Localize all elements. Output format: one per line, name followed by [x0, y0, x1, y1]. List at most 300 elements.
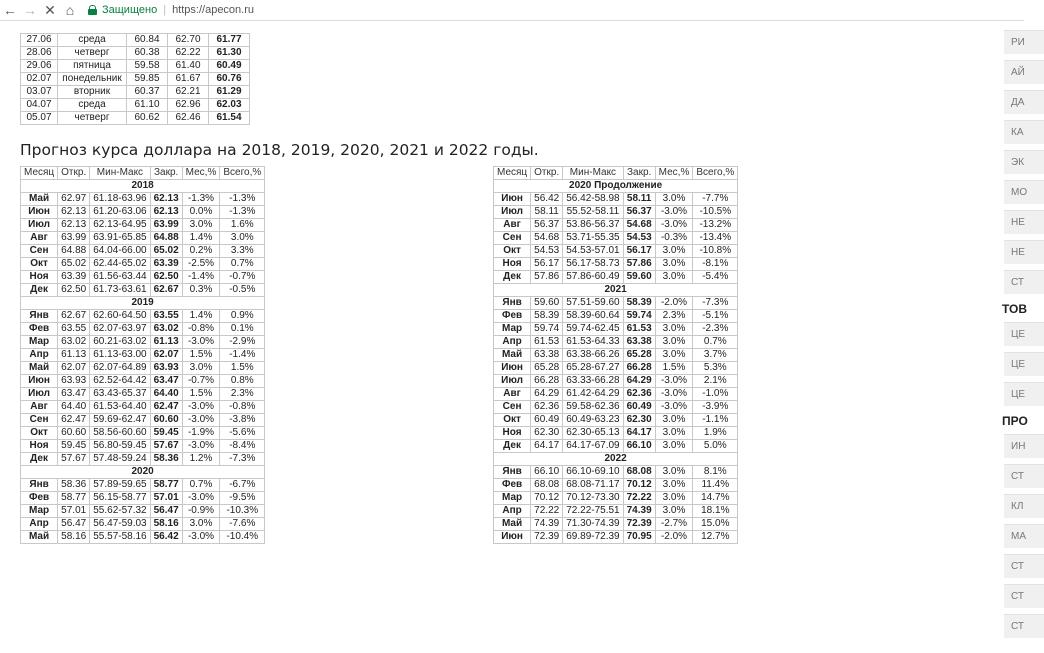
- table-cell: четверг: [58, 112, 127, 125]
- table-row: [21, 349, 265, 362]
- table-row: [21, 323, 265, 336]
- sidebar-item[interactable]: НЕ: [1004, 240, 1044, 264]
- table-header-row: [21, 167, 265, 180]
- table-row: [494, 505, 738, 518]
- table-cell: 61.67: [168, 73, 209, 86]
- sidebar-item[interactable]: ЦЕ: [1004, 352, 1044, 376]
- table-cell: 60.49: [209, 60, 250, 73]
- table-row: [21, 258, 265, 271]
- value-cell: 62.52-64.42: [90, 375, 150, 388]
- value-cell: 0.8%: [220, 375, 265, 388]
- month-cell: Сен: [21, 414, 58, 427]
- value-cell: 0.9%: [220, 310, 265, 323]
- value-cell: 56.42-58.98: [563, 193, 623, 206]
- value-cell: -8.4%: [220, 440, 265, 453]
- value-cell: 58.77: [58, 492, 90, 505]
- sidebar-item[interactable]: МА: [1004, 524, 1044, 548]
- month-cell: Дек: [21, 284, 58, 297]
- value-cell: 66.28: [623, 362, 655, 375]
- month-cell: Сен: [494, 232, 531, 245]
- value-cell: 72.39: [531, 531, 563, 544]
- table-row: [494, 232, 738, 245]
- value-cell: 62.13-64.95: [90, 219, 150, 232]
- value-cell: 63.38-66.26: [563, 349, 623, 362]
- value-cell: -7.3%: [693, 297, 738, 310]
- value-cell: 63.39: [150, 258, 182, 271]
- value-cell: 1.6%: [220, 219, 265, 232]
- value-cell: -1.1%: [693, 414, 738, 427]
- value-cell: 3.0%: [655, 505, 693, 518]
- month-cell: Дек: [494, 440, 531, 453]
- value-cell: -3.0%: [655, 219, 693, 232]
- year-label: 2020: [21, 466, 265, 479]
- table-row: [494, 310, 738, 323]
- value-cell: 65.28: [531, 362, 563, 375]
- table-row: [21, 531, 265, 544]
- month-cell: Янв: [494, 297, 531, 310]
- sidebar-item[interactable]: СТ: [1004, 464, 1044, 488]
- sidebar-item[interactable]: СТ: [1004, 584, 1044, 608]
- sidebar-item[interactable]: КЛ: [1004, 494, 1044, 518]
- month-cell: Ноя: [494, 258, 531, 271]
- value-cell: 62.60-64.50: [90, 310, 150, 323]
- value-cell: 64.04-66.00: [90, 245, 150, 258]
- value-cell: -0.8%: [182, 323, 220, 336]
- sidebar-item[interactable]: АЙ: [1004, 60, 1044, 84]
- value-cell: 54.53: [623, 232, 655, 245]
- sidebar-item[interactable]: СТ: [1004, 554, 1044, 578]
- table-cell: 62.22: [168, 47, 209, 60]
- value-cell: 59.69-62.47: [90, 414, 150, 427]
- value-cell: -3.0%: [655, 375, 693, 388]
- value-cell: -1.0%: [693, 388, 738, 401]
- value-cell: 74.39: [531, 518, 563, 531]
- column-header: Всего,%: [220, 167, 265, 180]
- column-header: Мес,%: [182, 167, 220, 180]
- value-cell: 2.3%: [655, 310, 693, 323]
- url-text[interactable]: https://apecon.ru: [172, 4, 255, 16]
- table-row: [494, 518, 738, 531]
- value-cell: 3.0%: [655, 258, 693, 271]
- month-cell: Июл: [494, 206, 531, 219]
- month-cell: Июн: [494, 531, 531, 544]
- month-cell: Фев: [494, 310, 531, 323]
- value-cell: -2.3%: [693, 323, 738, 336]
- address-bar[interactable]: [88, 0, 254, 20]
- value-cell: 56.42: [150, 531, 182, 544]
- value-cell: 3.0%: [655, 414, 693, 427]
- value-cell: 62.44-65.02: [90, 258, 150, 271]
- value-cell: 55.52-58.11: [563, 206, 623, 219]
- value-cell: 58.39-60.64: [563, 310, 623, 323]
- forward-button[interactable]: [20, 0, 40, 20]
- table-cell: 62.96: [168, 99, 209, 112]
- value-cell: 65.28: [623, 349, 655, 362]
- value-cell: -5.4%: [693, 271, 738, 284]
- sidebar-item[interactable]: СТ: [1004, 270, 1044, 294]
- table-cell: 61.10: [127, 99, 168, 112]
- table-row: [21, 362, 265, 375]
- table-row: [494, 349, 738, 362]
- table-row: [21, 375, 265, 388]
- sidebar-item[interactable]: СТ: [1004, 614, 1044, 638]
- back-button[interactable]: [0, 0, 20, 20]
- value-cell: 62.47: [150, 401, 182, 414]
- value-cell: -3.0%: [182, 401, 220, 414]
- value-cell: 2.3%: [220, 388, 265, 401]
- month-cell: Май: [494, 349, 531, 362]
- sidebar-item[interactable]: КА: [1004, 120, 1044, 144]
- table-row: [494, 466, 738, 479]
- table-row: [21, 505, 265, 518]
- column-header: Месяц: [494, 167, 531, 180]
- value-cell: 70.12-73.30: [563, 492, 623, 505]
- value-cell: 56.15-58.77: [90, 492, 150, 505]
- value-cell: 57.01: [58, 505, 90, 518]
- table-row: [21, 388, 265, 401]
- value-cell: 61.73-63.61: [90, 284, 150, 297]
- month-cell: Авг: [494, 219, 531, 232]
- table-cell: 05.07: [21, 112, 58, 125]
- value-cell: -3.0%: [182, 440, 220, 453]
- value-cell: 60.60: [58, 427, 90, 440]
- year-label: 2019: [21, 297, 265, 310]
- month-cell: Апр: [494, 336, 531, 349]
- month-cell: Окт: [21, 258, 58, 271]
- value-cell: -2.5%: [182, 258, 220, 271]
- value-cell: 63.02: [58, 336, 90, 349]
- value-cell: 74.39: [623, 505, 655, 518]
- value-cell: 64.17-67.09: [563, 440, 623, 453]
- value-cell: 66.28: [531, 375, 563, 388]
- value-cell: 61.53: [531, 336, 563, 349]
- table-row: [21, 284, 265, 297]
- month-cell: Авг: [21, 232, 58, 245]
- table-row: [494, 245, 738, 258]
- value-cell: 54.53: [531, 245, 563, 258]
- sidebar-item[interactable]: ЦЕ: [1004, 322, 1044, 346]
- table-cell: 27.06: [21, 34, 58, 47]
- value-cell: 62.07-64.89: [90, 362, 150, 375]
- page-title: Прогноз курса доллара на 2018, 2019, 2020, 2021 и 2022 годы.: [20, 141, 539, 159]
- value-cell: 1.2%: [182, 453, 220, 466]
- value-cell: 56.47: [58, 518, 90, 531]
- value-cell: 63.47: [58, 388, 90, 401]
- value-cell: 3.0%: [220, 232, 265, 245]
- value-cell: 58.77: [150, 479, 182, 492]
- table-row: [494, 531, 738, 544]
- value-cell: 63.43-65.37: [90, 388, 150, 401]
- table-cell: 60.84: [127, 34, 168, 47]
- value-cell: 62.30-65.13: [563, 427, 623, 440]
- value-cell: 1.5%: [220, 362, 265, 375]
- year-row: [21, 180, 265, 193]
- value-cell: 2.1%: [693, 375, 738, 388]
- value-cell: 63.99: [58, 232, 90, 245]
- value-cell: 57.01: [150, 492, 182, 505]
- value-cell: 56.80-59.45: [90, 440, 150, 453]
- value-cell: -0.9%: [182, 505, 220, 518]
- value-cell: -3.8%: [220, 414, 265, 427]
- value-cell: 55.57-58.16: [90, 531, 150, 544]
- value-cell: 64.17: [531, 440, 563, 453]
- value-cell: -8.1%: [693, 258, 738, 271]
- column-header: Мин-Макс: [563, 167, 623, 180]
- value-cell: 60.49: [531, 414, 563, 427]
- value-cell: 59.60: [531, 297, 563, 310]
- month-cell: Фев: [21, 492, 58, 505]
- table-row: [21, 414, 265, 427]
- value-cell: 60.49-63.23: [563, 414, 623, 427]
- month-cell: Янв: [21, 310, 58, 323]
- value-cell: -5.6%: [220, 427, 265, 440]
- table-row: [21, 60, 250, 73]
- value-cell: 57.67: [150, 440, 182, 453]
- value-cell: 57.86-60.49: [563, 271, 623, 284]
- value-cell: 64.40: [150, 388, 182, 401]
- table-row: [21, 336, 265, 349]
- value-cell: 1.4%: [182, 232, 220, 245]
- table-row: [21, 453, 265, 466]
- value-cell: 59.58-62.36: [563, 401, 623, 414]
- table-row: [494, 388, 738, 401]
- value-cell: -3.0%: [182, 414, 220, 427]
- column-header: Откр.: [58, 167, 90, 180]
- value-cell: 72.22: [531, 505, 563, 518]
- value-cell: 62.67: [150, 284, 182, 297]
- value-cell: 3.3%: [220, 245, 265, 258]
- value-cell: -3.0%: [182, 336, 220, 349]
- value-cell: 64.29: [531, 388, 563, 401]
- value-cell: 66.10: [531, 466, 563, 479]
- value-cell: 57.48-59.24: [90, 453, 150, 466]
- column-header: Месяц: [21, 167, 58, 180]
- value-cell: 12.7%: [693, 531, 738, 544]
- value-cell: 0.7%: [693, 336, 738, 349]
- value-cell: 63.38: [531, 349, 563, 362]
- month-cell: Апр: [494, 505, 531, 518]
- value-cell: 58.16: [150, 518, 182, 531]
- value-cell: 56.17: [623, 245, 655, 258]
- table-row: [494, 297, 738, 310]
- value-cell: 0.0%: [182, 206, 220, 219]
- value-cell: -10.5%: [693, 206, 738, 219]
- value-cell: 61.18-63.96: [90, 193, 150, 206]
- value-cell: 59.45: [150, 427, 182, 440]
- column-header: Мес,%: [655, 167, 693, 180]
- value-cell: 62.47: [58, 414, 90, 427]
- table-cell: 61.29: [209, 86, 250, 99]
- value-cell: 57.67: [58, 453, 90, 466]
- sidebar-item[interactable]: ИН: [1004, 434, 1044, 458]
- table-row: [21, 479, 265, 492]
- table-cell: четверг: [58, 47, 127, 60]
- table-row: [21, 310, 265, 323]
- value-cell: 63.93: [150, 362, 182, 375]
- value-cell: 3.0%: [655, 479, 693, 492]
- value-cell: 3.0%: [655, 271, 693, 284]
- value-cell: 56.42: [531, 193, 563, 206]
- value-cell: 0.7%: [220, 258, 265, 271]
- table-row: [494, 414, 738, 427]
- value-cell: 1.5%: [182, 388, 220, 401]
- month-cell: Апр: [21, 518, 58, 531]
- value-cell: 68.08: [623, 466, 655, 479]
- page-content: [0, 21, 990, 653]
- table-row: [494, 427, 738, 440]
- value-cell: -1.4%: [220, 349, 265, 362]
- table-row: [21, 112, 250, 125]
- table-row: [21, 219, 265, 232]
- value-cell: 62.36: [531, 401, 563, 414]
- month-cell: Дек: [494, 271, 531, 284]
- sidebar-item[interactable]: ЦЕ: [1004, 382, 1044, 406]
- table-cell: 61.30: [209, 47, 250, 60]
- value-cell: 68.08-71.17: [563, 479, 623, 492]
- year-row: [21, 466, 265, 479]
- month-cell: Июн: [21, 375, 58, 388]
- value-cell: -3.0%: [655, 401, 693, 414]
- table-row: [21, 193, 265, 206]
- value-cell: 65.02: [58, 258, 90, 271]
- table-cell: среда: [58, 34, 127, 47]
- table-cell: 60.38: [127, 47, 168, 60]
- value-cell: 3.0%: [655, 440, 693, 453]
- value-cell: 3.0%: [655, 349, 693, 362]
- sidebar-item[interactable]: ДА: [1004, 90, 1044, 114]
- value-cell: 0.7%: [182, 479, 220, 492]
- value-cell: -2.0%: [655, 531, 693, 544]
- sidebar-item[interactable]: ЭК: [1004, 150, 1044, 174]
- table-row: [494, 492, 738, 505]
- value-cell: 56.37: [531, 219, 563, 232]
- value-cell: -3.0%: [655, 388, 693, 401]
- value-cell: 69.89-72.39: [563, 531, 623, 544]
- value-cell: 0.1%: [220, 323, 265, 336]
- value-cell: 62.67: [58, 310, 90, 323]
- value-cell: 5.3%: [693, 362, 738, 375]
- column-header: Всего,%: [693, 167, 738, 180]
- sidebar-item[interactable]: МО: [1004, 180, 1044, 204]
- value-cell: 61.13-63.00: [90, 349, 150, 362]
- table-cell: пятница: [58, 60, 127, 73]
- value-cell: 64.17: [623, 427, 655, 440]
- table-row: [21, 245, 265, 258]
- table-cell: 29.06: [21, 60, 58, 73]
- column-header: Мин-Макс: [90, 167, 150, 180]
- value-cell: 64.88: [58, 245, 90, 258]
- table-cell: 02.07: [21, 73, 58, 86]
- value-cell: -5.1%: [693, 310, 738, 323]
- value-cell: -1.4%: [182, 271, 220, 284]
- value-cell: 57.86: [623, 258, 655, 271]
- value-cell: 56.17-58.73: [563, 258, 623, 271]
- year-label: 2022: [494, 453, 738, 466]
- value-cell: -13.2%: [693, 219, 738, 232]
- table-row: [21, 99, 250, 112]
- year-label: 2020 Продолжение: [494, 180, 738, 193]
- table-row: [494, 271, 738, 284]
- sidebar-item[interactable]: НЕ: [1004, 210, 1044, 234]
- table-row: [494, 440, 738, 453]
- value-cell: 0.3%: [182, 284, 220, 297]
- value-cell: 62.36: [623, 388, 655, 401]
- value-cell: 64.88: [150, 232, 182, 245]
- value-cell: 60.60: [150, 414, 182, 427]
- value-cell: 62.30: [623, 414, 655, 427]
- value-cell: -0.8%: [220, 401, 265, 414]
- close-button[interactable]: [40, 0, 60, 20]
- table-cell: 61.77: [209, 34, 250, 47]
- value-cell: 56.17: [531, 258, 563, 271]
- month-cell: Июл: [21, 388, 58, 401]
- home-button[interactable]: [60, 0, 80, 20]
- home-icon: ⌂: [65, 2, 75, 18]
- value-cell: -10.4%: [220, 531, 265, 544]
- value-cell: 58.11: [623, 193, 655, 206]
- table-cell: вторник: [58, 86, 127, 99]
- value-cell: 63.93: [58, 375, 90, 388]
- value-cell: 62.07: [150, 349, 182, 362]
- column-header: Закр.: [623, 167, 655, 180]
- value-cell: 14.7%: [693, 492, 738, 505]
- browser-toolbar: [0, 0, 1024, 21]
- table-row: [494, 375, 738, 388]
- value-cell: 1.9%: [693, 427, 738, 440]
- value-cell: 57.51-59.60: [563, 297, 623, 310]
- value-cell: 62.13: [58, 206, 90, 219]
- sidebar-item[interactable]: РИ: [1004, 30, 1044, 54]
- value-cell: 11.4%: [693, 479, 738, 492]
- value-cell: 0.2%: [182, 245, 220, 258]
- value-cell: 66.10-69.10: [563, 466, 623, 479]
- table-row: [494, 323, 738, 336]
- month-cell: Май: [21, 193, 58, 206]
- table-row: [21, 427, 265, 440]
- arrow-left-icon: ←: [3, 2, 17, 18]
- value-cell: 55.62-57.32: [90, 505, 150, 518]
- table-cell: 59.58: [127, 60, 168, 73]
- year-row: [494, 180, 738, 193]
- month-cell: Мар: [494, 323, 531, 336]
- month-cell: Ноя: [21, 440, 58, 453]
- table-row: [494, 258, 738, 271]
- table-row: [494, 479, 738, 492]
- month-cell: Окт: [494, 245, 531, 258]
- value-cell: -3.0%: [182, 492, 220, 505]
- value-cell: 70.95: [623, 531, 655, 544]
- forecast-table-right: [493, 166, 738, 544]
- value-cell: 63.55: [150, 310, 182, 323]
- month-cell: Июн: [21, 206, 58, 219]
- table-row: [21, 440, 265, 453]
- table-row: [494, 206, 738, 219]
- table-row: [21, 401, 265, 414]
- month-cell: Янв: [21, 479, 58, 492]
- table-header-row: [494, 167, 738, 180]
- month-cell: Фев: [21, 323, 58, 336]
- value-cell: 63.38: [623, 336, 655, 349]
- close-icon: ✕: [44, 1, 56, 18]
- month-cell: Мар: [21, 336, 58, 349]
- table-cell: 62.46: [168, 112, 209, 125]
- value-cell: -0.5%: [220, 284, 265, 297]
- value-cell: 57.89-59.65: [90, 479, 150, 492]
- month-cell: Май: [21, 531, 58, 544]
- value-cell: 3.0%: [655, 323, 693, 336]
- value-cell: 61.56-63.44: [90, 271, 150, 284]
- month-cell: Июл: [21, 219, 58, 232]
